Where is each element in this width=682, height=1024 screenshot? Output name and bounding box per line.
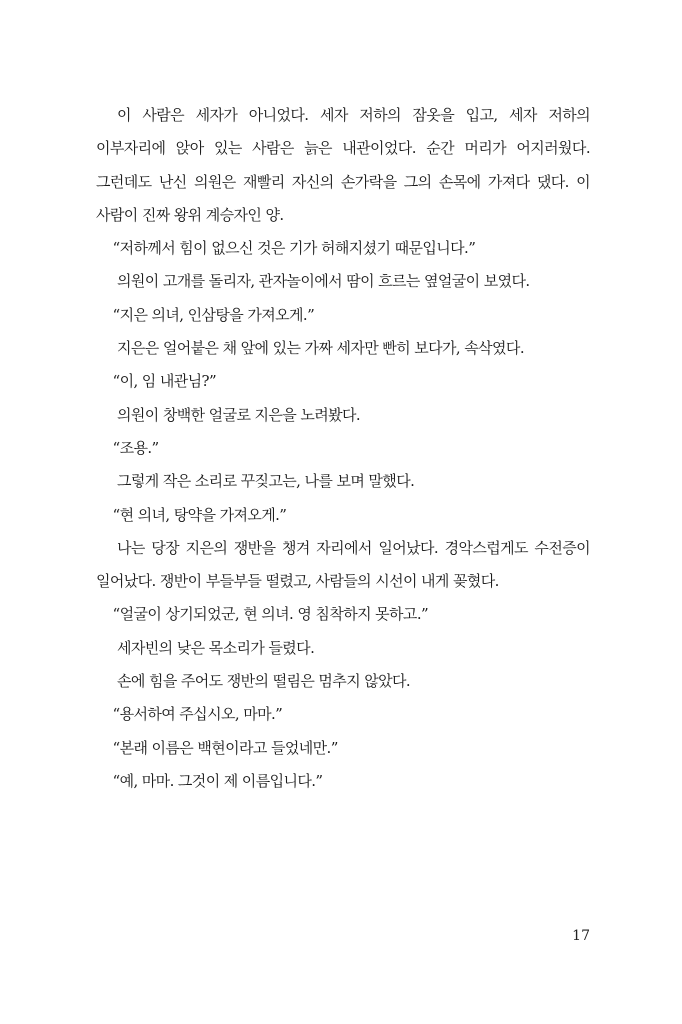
narration-paragraph: 손에 힘을 주어도 쟁반의 떨림은 멈추지 않았다. xyxy=(117,672,411,691)
dialogue-paragraph: “저하께서 힘이 없으신 것은 기가 허해지셨기 때문입니다.” xyxy=(112,239,476,258)
narration-paragraph: 의원이 고개를 돌리자, 관자놀이에서 땀이 흐르는 옆얼굴이 보였다. xyxy=(117,272,530,291)
narration-paragraph: 그렇게 작은 소리로 꾸짖고는, 나를 보며 말했다. xyxy=(117,472,415,491)
narration-paragraph: 지은은 얼어붙은 채 앞에 있는 가짜 세자만 빤히 보다가, 속삭였다. xyxy=(117,339,524,358)
narration-paragraph: 세자빈의 낮은 목소리가 들렸다. xyxy=(117,638,315,657)
dialogue-paragraph: “지은 의녀, 인삼탕을 가져오게.” xyxy=(112,305,315,324)
narration-paragraph: 나는 당장 지은의 쟁반을 챙겨 자리에서 일어났다. 경악스럽게도 수전증이 일어났다. 쟁반이 부들부들 떨렸고, 사람들의 시선이 내게 꽂혔다. xyxy=(96,538,590,591)
dialogue-paragraph: “예, 마마. 그것이 제 이름입니다.” xyxy=(112,771,323,790)
page-number: 17 xyxy=(572,928,590,944)
dialogue-paragraph: “용서하여 주십시오, 마마.” xyxy=(112,705,283,724)
narration-paragraph: 이 사람은 세자가 아니었다. 세자 저하의 잠옷을 입고, 세자 저하의 이부자리에 앉아 있는 사람은 늙은 내관이었다. 순간 머리가 어지러웠다. 그런데도 난신 의원은 재빨리 자신의 손가락을 그의 손목에 가져다 댔다. 이 사람이 진짜 왕위 계승자인 양. xyxy=(96,106,590,224)
body-text xyxy=(96,99,590,798)
dialogue-paragraph: “이, 임 내관님?” xyxy=(112,372,217,391)
dialogue-paragraph: “현 의녀, 탕약을 가져오게.” xyxy=(112,505,287,524)
dialogue-paragraph: “얼굴이 상기되었군, 현 의녀. 영 침착하지 못하고.” xyxy=(112,605,429,624)
dialogue-paragraph: “본래 이름은 백현이라고 들었네만.” xyxy=(112,738,338,757)
dialogue-paragraph: “조용.” xyxy=(112,438,159,457)
narration-paragraph: 의원이 창백한 얼굴로 지은을 노려봤다. xyxy=(117,405,361,424)
